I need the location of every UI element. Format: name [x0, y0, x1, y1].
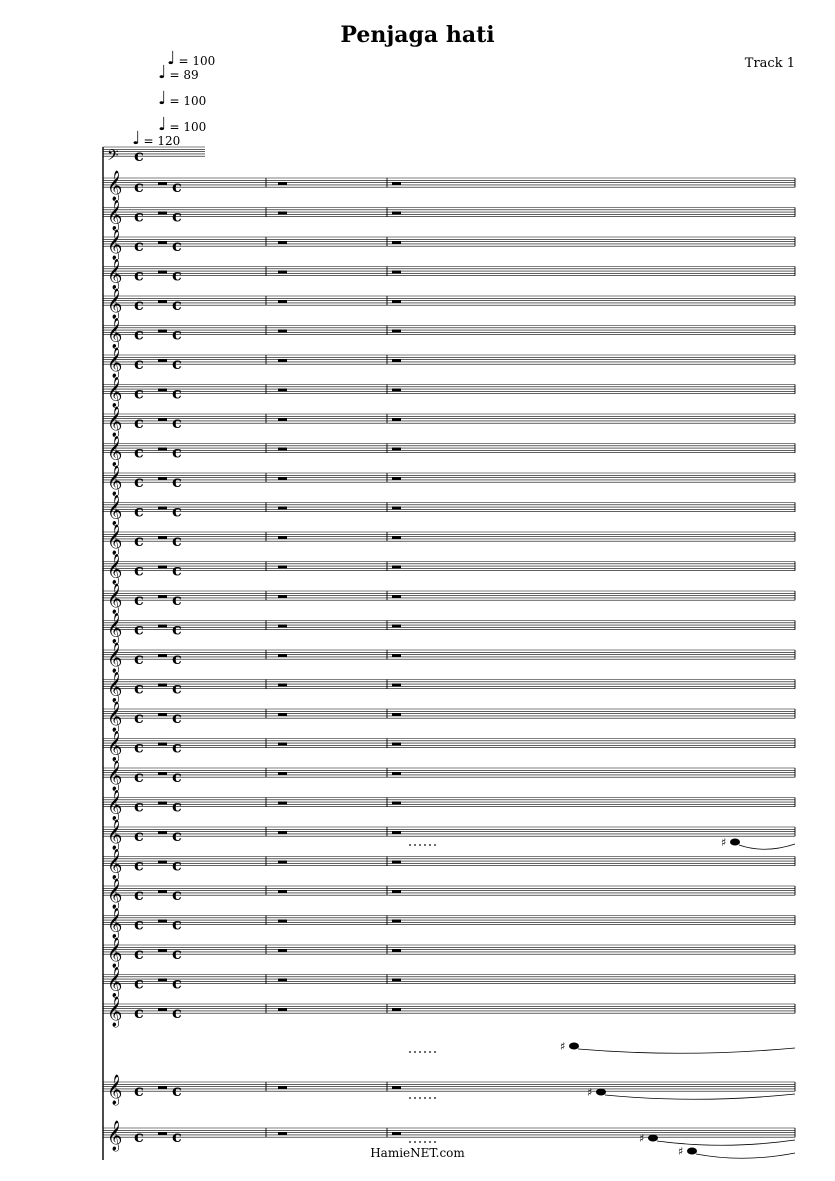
whole-rest: [392, 448, 401, 451]
whole-rest: [158, 802, 167, 805]
duration-dot: [434, 1097, 436, 1099]
treble-staff: [103, 377, 795, 409]
whole-rest: [158, 920, 167, 923]
whole-rest: [278, 1086, 287, 1089]
whole-rest: [278, 448, 287, 451]
tie: [605, 1094, 795, 1099]
duration-dot: [424, 844, 426, 846]
treble-staff: [103, 583, 795, 615]
whole-rest: [158, 713, 167, 716]
whole-rest: [158, 772, 167, 775]
time-signature: c: [172, 914, 182, 934]
whole-rest: [392, 182, 401, 185]
time-signature: c: [172, 560, 182, 580]
treble-staff: [103, 613, 795, 645]
treble-clef-icon: 𝄞: [107, 584, 123, 614]
time-signature: c: [134, 796, 144, 816]
treble-staff: [103, 406, 795, 438]
sharp-icon: ♯: [639, 1132, 645, 1145]
treble-clef-icon: 𝄞: [107, 407, 123, 437]
treble-staff: [103, 937, 795, 969]
treble-clef-icon: 𝄞: [107, 436, 123, 467]
time-signature: c: [134, 206, 144, 226]
whole-rest: [278, 389, 287, 392]
whole-rest: [158, 743, 167, 746]
quarter-note-icon: ♩: [132, 128, 141, 149]
treble-staff: [103, 259, 795, 291]
treble-clef-icon: 𝄞: [107, 820, 123, 850]
time-signature: c: [134, 914, 144, 934]
sharp-icon: ♯: [587, 1086, 593, 1099]
whole-rest: [392, 389, 401, 392]
treble-staff: [103, 642, 795, 674]
time-signature: c: [134, 177, 144, 196]
whole-rest: [158, 389, 167, 392]
tempo-value: = 100: [178, 54, 216, 68]
whole-rest: [392, 300, 401, 303]
sharp-icon: ♯: [560, 1040, 566, 1053]
treble-staff: [103, 495, 795, 527]
duration-dot: [424, 1141, 426, 1143]
treble-clef-icon: 𝄞: [107, 613, 123, 644]
whole-rest: [158, 684, 167, 687]
whole-rest: [158, 831, 167, 834]
time-signature: c: [134, 590, 144, 609]
time-signature: c: [172, 1081, 182, 1100]
time-signature: c: [134, 383, 144, 403]
whole-rest: [158, 271, 167, 274]
whole-rest: [278, 743, 287, 746]
whole-rest: [278, 359, 287, 362]
whole-rest: [158, 566, 167, 569]
whole-rest: [278, 595, 287, 598]
treble-clef-icon: 𝄞: [107, 318, 123, 349]
whole-rest: [278, 1008, 287, 1011]
time-signature: c: [134, 767, 144, 786]
treble-clef-icon: 𝄞: [107, 938, 123, 968]
whole-rest: [392, 330, 401, 333]
whole-rest: [278, 212, 287, 215]
whole-rest: [392, 979, 401, 982]
time-signature: c: [172, 324, 182, 344]
treble-clef-icon: 𝄞: [107, 348, 123, 378]
bass-clef-icon: 𝄢: [107, 147, 119, 168]
note-head: [730, 839, 740, 846]
time-signature: c: [134, 944, 144, 963]
whole-rest: [158, 359, 167, 362]
time-signature: c: [172, 206, 182, 226]
time-signature: c: [172, 590, 182, 609]
time-signature: c: [134, 501, 144, 521]
whole-rest: [392, 418, 401, 421]
whole-rest: [278, 979, 287, 982]
whole-rest: [392, 949, 401, 952]
time-signature: c: [172, 383, 182, 403]
duration-dot: [409, 1051, 411, 1053]
treble-clef-icon: 𝄞: [107, 672, 123, 703]
treble-clef-icon: 𝄞: [107, 731, 123, 762]
duration-dot: [424, 1097, 426, 1099]
whole-rest: [392, 890, 401, 893]
whole-rest: [278, 566, 287, 569]
note-head: [596, 1089, 606, 1096]
whole-rest: [278, 890, 287, 893]
time-signature: c: [172, 708, 182, 727]
duration-dot: [434, 1141, 436, 1143]
time-signature: c: [172, 796, 182, 816]
whole-rest: [158, 182, 167, 185]
tempo-value: = 89: [169, 68, 199, 82]
duration-dot: [434, 844, 436, 846]
treble-clef-icon: 𝄞: [107, 997, 123, 1027]
whole-rest: [158, 595, 167, 598]
whole-rest: [158, 654, 167, 657]
whole-rest: [392, 566, 401, 569]
treble-staff: [103, 436, 795, 468]
duration-dot: [409, 844, 411, 846]
treble-clef-icon: 𝄞: [107, 171, 123, 201]
treble-staff: [103, 819, 795, 851]
treble-clef-icon: 𝄞: [107, 200, 123, 231]
duration-dot: [429, 1141, 431, 1143]
whole-rest: [392, 1132, 401, 1135]
treble-staff: [103, 1074, 795, 1106]
whole-rest: [392, 271, 401, 274]
treble-staff: [103, 170, 795, 202]
time-signature: c: [172, 501, 182, 521]
treble-staff: [103, 554, 795, 586]
whole-rest: [158, 507, 167, 510]
time-signature: c: [134, 324, 144, 344]
time-signature: c: [134, 826, 144, 845]
treble-staff: [103, 200, 795, 232]
quarter-note-icon: ♩: [158, 114, 167, 135]
whole-rest: [278, 330, 287, 333]
duration-dot: [414, 1051, 416, 1053]
whole-rest: [158, 1086, 167, 1089]
treble-clef-icon: 𝄞: [107, 259, 123, 290]
treble-staff: [103, 672, 795, 704]
time-signature: c: [172, 354, 182, 373]
time-signature: c: [172, 295, 182, 314]
time-signature: c: [134, 737, 144, 757]
treble-staff: [103, 790, 795, 822]
quarter-note-icon: ♩: [158, 88, 167, 109]
time-signature: c: [172, 767, 182, 786]
treble-clef-icon: 𝄞: [107, 879, 123, 909]
quarter-note-icon: ♩: [167, 48, 176, 69]
whole-rest: [158, 1132, 167, 1135]
time-signature: c: [172, 944, 182, 963]
whole-rest: [392, 831, 401, 834]
whole-rest: [158, 536, 167, 539]
treble-staff: [103, 318, 795, 350]
sharp-icon: ♯: [721, 836, 727, 849]
whole-rest: [158, 861, 167, 864]
whole-rest: [278, 831, 287, 834]
time-signature: c: [134, 1003, 144, 1022]
time-signature: c: [134, 472, 144, 491]
time-signature: c: [134, 973, 144, 993]
whole-rest: [158, 979, 167, 982]
duration-dot: [424, 1051, 426, 1053]
treble-clef-icon: 𝄞: [107, 849, 123, 880]
whole-rest: [278, 271, 287, 274]
whole-rest: [278, 507, 287, 510]
time-signature: c: [172, 973, 182, 993]
treble-clef-icon: 𝄞: [107, 554, 123, 585]
time-signature: c: [172, 619, 182, 639]
tempo-value: = 120: [143, 134, 181, 148]
time-signature: c: [134, 413, 144, 432]
treble-clef-icon: 𝄞: [107, 1075, 123, 1105]
treble-clef-icon: 𝄞: [107, 967, 123, 998]
quarter-note-icon: ♩: [158, 62, 167, 83]
whole-rest: [158, 949, 167, 952]
treble-staff: [103, 524, 795, 556]
whole-rest: [278, 418, 287, 421]
whole-rest: [392, 507, 401, 510]
duration-dot: [414, 844, 416, 846]
score-title: Penjaga hati: [340, 22, 495, 48]
tempo-value: = 100: [169, 120, 207, 134]
treble-staff: [103, 701, 795, 733]
duration-dot: [409, 1141, 411, 1143]
time-signature: c: [134, 855, 144, 875]
time-signature: c: [172, 649, 182, 668]
whole-rest: [278, 477, 287, 480]
treble-clef-icon: 𝄞: [107, 643, 123, 673]
treble-staff: [103, 465, 795, 497]
time-signature: c: [134, 442, 144, 462]
time-signature: c: [172, 826, 182, 845]
whole-rest: [278, 684, 287, 687]
whole-rest: [158, 890, 167, 893]
time-signature: c: [172, 265, 182, 285]
whole-rest: [392, 359, 401, 362]
time-signature: c: [134, 1081, 144, 1100]
whole-rest: [278, 182, 287, 185]
whole-rest: [158, 625, 167, 628]
treble-staff: [103, 878, 795, 910]
duration-dot: [419, 1097, 421, 1099]
time-signature: c: [134, 708, 144, 727]
time-signature: c: [172, 855, 182, 875]
whole-rest: [278, 802, 287, 805]
bass-staff: [103, 146, 205, 168]
treble-staff: [103, 996, 795, 1028]
whole-rest: [158, 212, 167, 215]
whole-rest: [158, 477, 167, 480]
treble-staff: [103, 908, 795, 940]
note-head: [569, 1043, 579, 1050]
time-signature: c: [172, 472, 182, 491]
time-signature: c: [172, 1127, 182, 1146]
time-signature: c: [172, 236, 182, 255]
treble-clef-icon: 𝄞: [107, 761, 123, 791]
time-signature: c: [172, 442, 182, 462]
time-signature: c: [134, 236, 144, 255]
duration-dot: [419, 844, 421, 846]
treble-staff: [103, 229, 795, 261]
duration-dot: [409, 1097, 411, 1099]
whole-rest: [278, 920, 287, 923]
tie: [739, 844, 795, 849]
track-label: Track 1: [744, 56, 795, 71]
treble-clef-icon: 𝄞: [107, 1121, 123, 1151]
whole-rest: [392, 654, 401, 657]
whole-rest: [392, 212, 401, 215]
duration-dot: [429, 1051, 431, 1053]
treble-staff: [103, 731, 795, 763]
whole-rest: [278, 772, 287, 775]
tempo-value: = 100: [169, 94, 207, 108]
treble-clef-icon: 𝄞: [107, 790, 123, 821]
whole-rest: [278, 241, 287, 244]
whole-rest: [392, 713, 401, 716]
whole-rest: [392, 772, 401, 775]
time-signature: c: [134, 265, 144, 285]
time-signature: c: [172, 885, 182, 904]
time-signature: c: [134, 678, 144, 698]
whole-rest: [392, 536, 401, 539]
whole-rest: [158, 330, 167, 333]
duration-dot: [429, 844, 431, 846]
whole-rest: [392, 625, 401, 628]
treble-clef-icon: 𝄞: [107, 377, 123, 408]
whole-rest: [392, 743, 401, 746]
time-signature: c: [172, 413, 182, 432]
whole-rest: [278, 949, 287, 952]
time-signature: c: [134, 885, 144, 904]
treble-staff: [103, 849, 795, 881]
sharp-icon: ♯: [678, 1145, 684, 1158]
whole-rest: [392, 1008, 401, 1011]
treble-clef-icon: 𝄞: [107, 908, 123, 939]
whole-rest: [392, 241, 401, 244]
whole-rest: [278, 861, 287, 864]
treble-staff: [103, 347, 795, 379]
whole-rest: [392, 802, 401, 805]
time-signature: c: [134, 1127, 144, 1146]
whole-rest: [278, 713, 287, 716]
whole-rest: [158, 448, 167, 451]
treble-staff: [103, 760, 795, 792]
time-signature: c: [134, 531, 144, 550]
time-signature: c: [172, 177, 182, 196]
treble-clef-icon: 𝄞: [107, 289, 123, 319]
whole-rest: [278, 654, 287, 657]
whole-rest: [392, 861, 401, 864]
whole-rest: [158, 1008, 167, 1011]
treble-staff: [103, 967, 795, 999]
whole-rest: [278, 300, 287, 303]
time-signature: c: [134, 560, 144, 580]
treble-clef-icon: 𝄞: [107, 495, 123, 526]
duration-dot: [429, 1097, 431, 1099]
duration-dot: [414, 1097, 416, 1099]
duration-dot: [419, 1141, 421, 1143]
tie: [578, 1048, 795, 1053]
time-signature: c: [134, 354, 144, 373]
duration-dot: [434, 1051, 436, 1053]
note-head: [648, 1135, 658, 1142]
whole-rest: [392, 477, 401, 480]
whole-rest: [392, 595, 401, 598]
footer-credit: HamieNET.com: [370, 1146, 465, 1160]
time-signature: c: [172, 678, 182, 698]
whole-rest: [392, 920, 401, 923]
whole-rest: [158, 300, 167, 303]
treble-clef-icon: 𝄞: [107, 525, 123, 555]
time-signature: c: [134, 619, 144, 639]
whole-rest: [278, 625, 287, 628]
duration-dot: [419, 1051, 421, 1053]
time-signature: c: [134, 146, 144, 165]
whole-rest: [278, 1132, 287, 1135]
time-signature: c: [172, 531, 182, 550]
whole-rest: [278, 536, 287, 539]
duration-dot: [414, 1141, 416, 1143]
whole-rest: [158, 241, 167, 244]
treble-clef-icon: 𝄞: [107, 466, 123, 496]
whole-rest: [158, 418, 167, 421]
treble-clef-icon: 𝄞: [107, 230, 123, 260]
treble-clef-icon: 𝄞: [107, 702, 123, 732]
time-signature: c: [134, 295, 144, 314]
treble-staff: [103, 288, 795, 320]
whole-rest: [392, 684, 401, 687]
whole-rest: [392, 1086, 401, 1089]
time-signature: c: [172, 737, 182, 757]
time-signature: c: [134, 649, 144, 668]
time-signature: c: [172, 1003, 182, 1022]
